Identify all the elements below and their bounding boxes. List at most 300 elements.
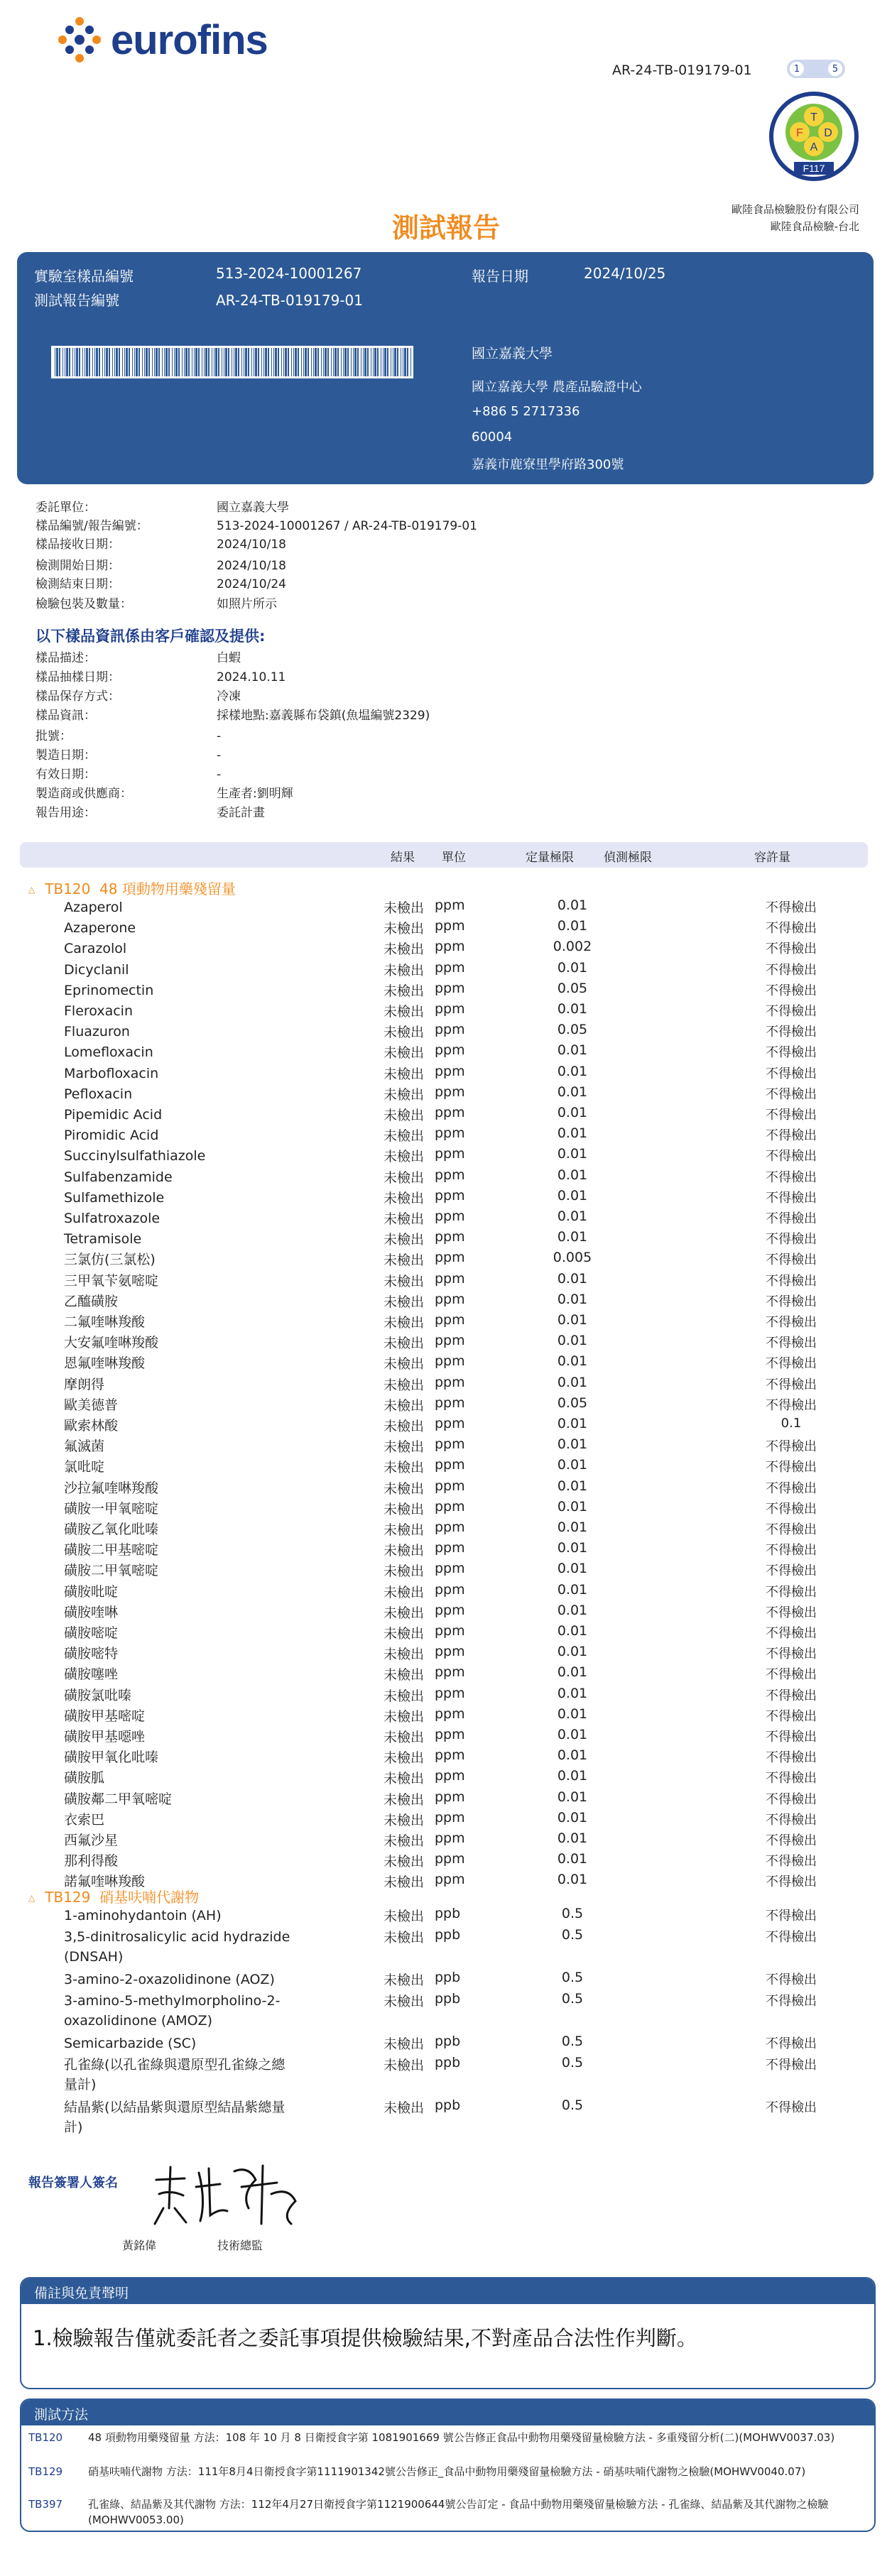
page-total: 5 bbox=[828, 62, 842, 76]
unit-value: ppm bbox=[435, 1001, 465, 1017]
client-name: 國立嘉義大學 bbox=[472, 346, 553, 361]
analyte-name: 諾氟喹啉羧酸 bbox=[64, 1874, 146, 1890]
result-row bbox=[64, 1229, 881, 1250]
loq-value: 0.01 bbox=[557, 1519, 588, 1535]
unit-value: ppm bbox=[435, 1084, 465, 1100]
result-row bbox=[64, 1375, 881, 1395]
unit-value: ppm bbox=[435, 1125, 465, 1142]
analyte-name: 那利得酸 bbox=[64, 1853, 119, 1870]
sample-value: 委託計畫 bbox=[217, 806, 265, 820]
analyte-name: 乙醯磺胺 bbox=[64, 1293, 119, 1309]
method-text: 48 項動物用藥殘留量 方法：108 年 10 月 8 日衛授食字第 1081901669 號公告修正食品中動物用藥殘留量檢驗方法 - 多重殘留分析(二)(MOHWV0037.03) bbox=[88, 2431, 835, 2444]
analyte-name: 磺胺二甲基嘧啶 bbox=[64, 1542, 159, 1559]
result-row bbox=[64, 1927, 881, 1968]
result-value: 未檢出 bbox=[384, 1004, 425, 1020]
result-row bbox=[64, 1064, 881, 1084]
result-value: 未檢出 bbox=[384, 983, 425, 999]
unit-value: ppb bbox=[435, 1970, 461, 1985]
result-value: 未檢出 bbox=[384, 1812, 425, 1828]
loq-value: 0.01 bbox=[557, 1789, 588, 1805]
analyte-name: Azaperone bbox=[64, 920, 136, 937]
analyte-name: Sulfabenzamide bbox=[64, 1169, 173, 1185]
loq-value: 0.01 bbox=[557, 1478, 588, 1494]
loq-value: 0.01 bbox=[557, 1042, 588, 1059]
unit-value: ppm bbox=[435, 980, 465, 996]
loq-value: 0.01 bbox=[557, 918, 588, 934]
unit-value: ppm bbox=[435, 1353, 465, 1370]
tolerance-value: 不得檢出 bbox=[766, 921, 817, 937]
loq-value: 0.01 bbox=[557, 1727, 588, 1742]
result-row bbox=[64, 1906, 881, 1926]
result-row bbox=[64, 939, 881, 959]
tolerance-value: 不得檢出 bbox=[766, 1543, 817, 1559]
warning-triangle-icon: △ bbox=[28, 885, 36, 895]
analyte-name: Tetramisole bbox=[64, 1231, 142, 1248]
unit-value: ppm bbox=[435, 1042, 465, 1059]
eurofins-dots-icon bbox=[55, 16, 104, 64]
loq-value: 0.01 bbox=[557, 1001, 588, 1017]
loq-value: 0.01 bbox=[557, 1353, 588, 1370]
page-indicator bbox=[787, 60, 845, 78]
unit-value: ppm bbox=[435, 1768, 465, 1784]
analyte-name: Semicarbazide (SC) bbox=[64, 2036, 197, 2051]
result-value: 未檢出 bbox=[384, 1460, 425, 1476]
result-row bbox=[64, 1970, 881, 1990]
lab-line1: 歐陸食品檢驗股份有限公司 bbox=[731, 203, 859, 216]
analyte-name: 衣索巴 bbox=[64, 1811, 105, 1828]
tolerance-value: 不得檢出 bbox=[766, 1480, 817, 1496]
loq-value: 0.01 bbox=[557, 1644, 588, 1660]
signer-label: 報告簽署人簽名 bbox=[28, 2176, 118, 2190]
result-row bbox=[64, 1851, 881, 1872]
result-row bbox=[64, 1312, 881, 1333]
col-loq: 定量極限 bbox=[526, 851, 574, 865]
loq-value: 0.5 bbox=[561, 1927, 584, 1943]
loq-value: 0.01 bbox=[557, 1187, 588, 1204]
info-value: 513-2024-10001267 / AR-24-TB-019179-01 bbox=[217, 519, 477, 533]
method-code: TB120 bbox=[28, 2431, 63, 2444]
result-row bbox=[64, 918, 881, 939]
result-row bbox=[64, 1146, 881, 1167]
unit-value: ppm bbox=[435, 1436, 465, 1453]
info-label: 樣品接收日期： bbox=[36, 537, 120, 552]
result-value: 未檢出 bbox=[384, 1294, 425, 1310]
info-value: 2024/10/18 bbox=[217, 559, 286, 573]
result-value: 未檢出 bbox=[384, 1543, 425, 1559]
tolerance-value: 不得檢出 bbox=[766, 1294, 817, 1309]
unit-value: ppm bbox=[435, 1250, 465, 1266]
result-row bbox=[64, 897, 881, 918]
result-row bbox=[64, 1830, 881, 1851]
analyte-name: 三甲氧苄氨嘧啶 bbox=[64, 1272, 159, 1289]
result-row bbox=[64, 1561, 881, 1581]
unit-value: ppm bbox=[435, 1664, 465, 1681]
unit-value: ppm bbox=[435, 1809, 465, 1825]
loq-value: 0.5 bbox=[561, 2034, 584, 2049]
method-code: TB397 bbox=[28, 2498, 63, 2511]
result-value: 未檢出 bbox=[384, 1086, 425, 1103]
result-value: 未檢出 bbox=[384, 2036, 425, 2052]
analyte-name: 摩朗得 bbox=[64, 1376, 105, 1392]
analyte-name: 磺胺甲基嘧啶 bbox=[64, 1708, 146, 1724]
result-value: 未檢出 bbox=[384, 1688, 425, 1704]
loq-value: 0.01 bbox=[557, 1830, 588, 1846]
result-value: 未檢出 bbox=[384, 2100, 425, 2116]
analyte-name: 1-aminohydantoin (AH) bbox=[64, 1908, 222, 1923]
analyte-name: 3-amino-5-methylmorpholino-2-oxazolidinone (AMOZ) bbox=[64, 1993, 281, 2029]
disclaimer-text: 1.檢驗報告僅就委託者之委託事項提供檢驗結果,不對產品合法性作判斷。 bbox=[33, 2326, 697, 2350]
result-row bbox=[64, 981, 881, 1001]
loq-value: 0.01 bbox=[557, 1705, 588, 1722]
analyte-name: 磺胺噻唑 bbox=[64, 1666, 119, 1683]
unit-value: ppm bbox=[435, 1063, 465, 1079]
analyte-name: Sulfamethizole bbox=[64, 1189, 165, 1206]
unit-value: ppm bbox=[435, 1685, 465, 1701]
loq-value: 0.01 bbox=[557, 959, 588, 976]
unit-value: ppm bbox=[435, 1872, 465, 1888]
loq-value: 0.01 bbox=[557, 1416, 588, 1431]
report-no-value: AR-24-TB-019179-01 bbox=[216, 292, 363, 309]
info-value: 2024/10/18 bbox=[217, 537, 286, 552]
result-value: 未檢出 bbox=[384, 1128, 425, 1145]
info-value: 國立嘉義大學 bbox=[217, 501, 289, 515]
loq-value: 0.01 bbox=[557, 1540, 588, 1556]
result-row bbox=[64, 1789, 881, 1810]
report-date-label: 報告日期 bbox=[472, 268, 528, 285]
loq-value: 0.5 bbox=[561, 1970, 584, 1985]
unit-value: ppm bbox=[435, 1229, 465, 1245]
sample-label: 樣品資訊： bbox=[36, 709, 96, 723]
result-value: 未檢出 bbox=[384, 1771, 425, 1787]
analyte-name: 磺胺嘧特 bbox=[64, 1646, 119, 1662]
result-value: 未檢出 bbox=[384, 1149, 425, 1165]
analyte-name: Carazolol bbox=[64, 941, 127, 957]
loq-value: 0.01 bbox=[557, 1851, 588, 1867]
method-text: 硝基呋喃代謝物 方法：111年8月4日衛授食字第1111901342號公告修正_食品中動物用藥殘留量檢驗方法 - 硝基呋喃代謝物之檢驗(MOHWV0040.07) bbox=[88, 2465, 806, 2478]
result-value: 未檢出 bbox=[384, 1336, 425, 1352]
unit-value: ppm bbox=[435, 1457, 465, 1473]
result-value: 未檢出 bbox=[384, 1522, 425, 1538]
loq-value: 0.01 bbox=[557, 1229, 588, 1245]
loq-value: 0.5 bbox=[561, 2097, 584, 2113]
client-provided-title: 以下樣品資訊係由客戶確認及提供: bbox=[36, 628, 266, 645]
unit-value: ppm bbox=[435, 1602, 465, 1618]
tolerance-value: 不得檢出 bbox=[766, 1066, 817, 1081]
sample-label: 樣品描述： bbox=[36, 651, 96, 665]
result-value: 未檢出 bbox=[384, 1791, 425, 1808]
result-row bbox=[64, 1582, 881, 1603]
tolerance-value: 不得檢出 bbox=[766, 1252, 817, 1268]
analyte-name: Fluazuron bbox=[64, 1024, 130, 1040]
disclaimer-panel bbox=[20, 2277, 876, 2389]
result-value: 未檢出 bbox=[384, 1377, 425, 1393]
lab-info bbox=[731, 201, 859, 235]
loq-value: 0.01 bbox=[557, 1685, 588, 1701]
tolerance-value: 不得檢出 bbox=[766, 1605, 817, 1620]
lab-line2: 歐陸食品檢驗-台北 bbox=[770, 220, 859, 233]
result-value: 未檢出 bbox=[384, 1211, 425, 1227]
result-value: 未檢出 bbox=[384, 900, 425, 916]
result-value: 未檢出 bbox=[384, 1667, 425, 1683]
analyte-name: 孔雀綠(以孔雀綠與還原型孔雀綠之總量計) bbox=[64, 2057, 285, 2092]
analyte-name: 磺胺氯吡嗪 bbox=[64, 1687, 132, 1703]
tolerance-value: 不得檢出 bbox=[766, 1273, 817, 1289]
seal-letter-a: A bbox=[810, 141, 818, 153]
loq-value: 0.01 bbox=[557, 1125, 588, 1142]
sample-value: - bbox=[217, 768, 222, 782]
loq-value: 0.01 bbox=[557, 1063, 588, 1079]
tolerance-value: 不得檢出 bbox=[766, 1771, 817, 1786]
loq-value: 0.01 bbox=[557, 1561, 588, 1577]
result-value: 未檢出 bbox=[384, 1232, 425, 1248]
result-row bbox=[64, 1042, 881, 1063]
signer-title: 技術總監 bbox=[217, 2239, 263, 2252]
unit-value: ppm bbox=[435, 897, 465, 913]
page-title: 測試報告 bbox=[391, 212, 500, 244]
results-table-header bbox=[20, 842, 868, 868]
tolerance-value: 不得檢出 bbox=[766, 1833, 817, 1848]
signer-name: 黃銘偉 bbox=[122, 2239, 157, 2252]
sample-label: 報告用途： bbox=[36, 806, 96, 820]
analyte-name: 磺胺二甲氧嘧啶 bbox=[64, 1563, 159, 1579]
tolerance-value: 不得檢出 bbox=[766, 1647, 817, 1662]
analyte-name: 恩氟喹啉羧酸 bbox=[64, 1355, 146, 1372]
lab-sample-label: 實驗室樣品編號 bbox=[34, 268, 134, 285]
unit-value: ppm bbox=[435, 1519, 465, 1535]
lab-sample-value: 513-2024-10001267 bbox=[216, 265, 362, 282]
methods-title: 測試方法 bbox=[21, 2400, 874, 2425]
unit-value: ppm bbox=[435, 1705, 465, 1722]
result-row bbox=[64, 1457, 881, 1478]
result-value: 未檢出 bbox=[384, 1315, 425, 1331]
result-value: 未檢出 bbox=[384, 1190, 425, 1206]
unit-value: ppm bbox=[435, 1146, 465, 1162]
result-row bbox=[64, 1727, 881, 1747]
analyte-name: 磺胺甲氧化吡嗪 bbox=[64, 1750, 159, 1766]
unit-value: ppm bbox=[435, 1478, 465, 1494]
top-report-number: AR-24-TB-019179-01 bbox=[612, 62, 752, 78]
result-value: 未檢出 bbox=[384, 1025, 425, 1041]
tolerance-value: 不得檢出 bbox=[766, 1045, 817, 1061]
category-name: 48 項動物用藥殘留量 bbox=[99, 880, 236, 897]
tolerance-value: 不得檢出 bbox=[766, 942, 817, 957]
tolerance-value: 不得檢出 bbox=[766, 1750, 817, 1766]
signature-image bbox=[149, 2159, 305, 2230]
barcode bbox=[51, 346, 413, 378]
report-date-value: 2024/10/25 bbox=[584, 265, 666, 282]
analyte-name: Dicyclanil bbox=[64, 961, 129, 978]
unit-value: ppm bbox=[435, 1291, 465, 1307]
sample-value: 冷凍 bbox=[217, 689, 241, 704]
analyte-name: 磺胺一甲氧嘧啶 bbox=[64, 1500, 159, 1517]
result-row bbox=[64, 2055, 881, 2096]
unit-value: ppb bbox=[435, 1906, 461, 1921]
result-value: 未檢出 bbox=[384, 1439, 425, 1456]
result-value: 未檢出 bbox=[384, 1854, 425, 1870]
unit-value: ppb bbox=[435, 1927, 461, 1943]
tolerance-value: 不得檢出 bbox=[766, 1501, 817, 1517]
unit-value: ppm bbox=[435, 1623, 465, 1639]
tolerance-value: 不得檢出 bbox=[766, 1812, 817, 1828]
tolerance-value: 不得檢出 bbox=[766, 1190, 817, 1206]
analyte-name: 磺胺吡啶 bbox=[64, 1583, 119, 1600]
result-value: 未檢出 bbox=[384, 1994, 425, 2009]
analyte-name: 西氟沙星 bbox=[64, 1833, 119, 1848]
sample-label: 製造日期： bbox=[36, 748, 96, 763]
tolerance-value: 不得檢出 bbox=[766, 2100, 817, 2115]
result-value: 未檢出 bbox=[384, 1480, 425, 1497]
info-label: 委託單位： bbox=[36, 501, 96, 515]
tolerance-value: 不得檢出 bbox=[766, 983, 817, 998]
sample-value: - bbox=[217, 729, 222, 743]
unit-value: ppm bbox=[435, 1416, 465, 1431]
unit-value: ppb bbox=[435, 2034, 461, 2049]
sample-value: 2024.10.11 bbox=[217, 670, 286, 684]
result-row bbox=[64, 1436, 881, 1457]
seal-letter-d: D bbox=[824, 127, 832, 139]
result-value: 未檢出 bbox=[384, 1730, 425, 1745]
col-unit: 單位 bbox=[442, 851, 466, 865]
unit-value: ppb bbox=[435, 2097, 461, 2113]
loq-value: 0.01 bbox=[557, 1436, 588, 1453]
analyte-name: 3,5-dinitrosalicylic acid hydrazide (DNSAH) bbox=[64, 1929, 290, 1965]
analyte-name: Lomefloxacin bbox=[64, 1044, 153, 1061]
result-row bbox=[64, 1644, 881, 1664]
disclaimer-title: 備註與免責聲明 bbox=[21, 2278, 874, 2304]
analyte-name: Fleroxacin bbox=[64, 1003, 133, 1019]
report-no-label: 測試報告編號 bbox=[34, 292, 119, 309]
unit-value: ppm bbox=[435, 959, 465, 976]
tolerance-value: 不得檢出 bbox=[766, 1439, 817, 1455]
result-value: 未檢出 bbox=[384, 921, 425, 937]
loq-value: 0.01 bbox=[557, 1768, 588, 1784]
analyte-name: Succinylsulfathiazole bbox=[64, 1148, 206, 1164]
unit-value: ppm bbox=[435, 1105, 465, 1120]
analyte-name: Piromidic Acid bbox=[64, 1128, 159, 1144]
tolerance-value: 不得檢出 bbox=[766, 1994, 817, 2009]
result-value: 未檢出 bbox=[384, 962, 425, 978]
analyte-name: 氟滅菌 bbox=[64, 1439, 105, 1455]
analyte-name: 磺胺胍 bbox=[64, 1770, 105, 1786]
unit-value: ppb bbox=[435, 1991, 461, 2007]
result-value: 未檢出 bbox=[384, 1252, 425, 1269]
unit-value: ppm bbox=[435, 1540, 465, 1556]
result-value: 未檢出 bbox=[384, 1833, 425, 1849]
col-tolerance: 容許量 bbox=[754, 851, 790, 865]
analyte-name: 大安氟喹啉羧酸 bbox=[64, 1335, 159, 1351]
analyte-name: 磺胺甲基噁唑 bbox=[64, 1729, 146, 1745]
col-mdl: 偵測極限 bbox=[604, 851, 652, 865]
tolerance-value: 不得檢出 bbox=[766, 1169, 817, 1185]
warning-triangle-icon: △ bbox=[28, 1893, 36, 1903]
loq-value: 0.01 bbox=[557, 1747, 588, 1764]
unit-value: ppm bbox=[435, 1167, 465, 1183]
analyte-name: 磺胺乙氧化吡嗪 bbox=[64, 1522, 159, 1537]
result-value: 未檢出 bbox=[384, 1708, 425, 1725]
tolerance-value: 不得檢出 bbox=[766, 1730, 817, 1745]
tolerance-value: 不得檢出 bbox=[766, 1972, 817, 1987]
result-row bbox=[64, 1353, 881, 1374]
sample-label: 有效日期： bbox=[36, 768, 96, 782]
result-value: 未檢出 bbox=[384, 1874, 425, 1891]
loq-value: 0.05 bbox=[557, 1395, 588, 1411]
loq-value: 0.01 bbox=[557, 897, 588, 913]
loq-value: 0.01 bbox=[557, 1333, 588, 1349]
tolerance-value: 不得檢出 bbox=[766, 1708, 817, 1724]
result-row bbox=[64, 2097, 881, 2139]
result-value: 未檢出 bbox=[384, 1169, 425, 1186]
analyte-name: 氯吡啶 bbox=[64, 1459, 105, 1475]
info-label: 檢驗包裝及數量： bbox=[36, 597, 132, 611]
loq-value: 0.01 bbox=[557, 1270, 588, 1287]
seal-letter-t: T bbox=[810, 111, 817, 124]
tolerance-value: 不得檢出 bbox=[766, 1460, 817, 1475]
result-row bbox=[64, 1810, 881, 1830]
analyte-name: Azaperol bbox=[64, 900, 123, 915]
unit-value: ppm bbox=[435, 1644, 465, 1660]
loq-value: 0.05 bbox=[557, 980, 588, 996]
analyte-name: Pefloxacin bbox=[64, 1086, 133, 1102]
analyte-name: 磺胺嘧啶 bbox=[64, 1625, 119, 1641]
tolerance-value: 不得檢出 bbox=[766, 1930, 817, 1945]
unit-value: ppm bbox=[435, 939, 465, 955]
result-row bbox=[64, 1499, 881, 1519]
accreditation-seal-icon bbox=[768, 91, 859, 182]
tolerance-value: 不得檢出 bbox=[766, 1232, 817, 1248]
tolerance-value: 不得檢出 bbox=[766, 1025, 817, 1040]
result-value: 未檢出 bbox=[384, 1356, 425, 1372]
analyte-name: 結晶紫(以結晶紫與還原型結晶紫總量計) bbox=[64, 2100, 285, 2135]
tolerance-value: 不得檢出 bbox=[766, 1522, 817, 1537]
unit-value: ppm bbox=[435, 1789, 465, 1805]
info-label: 樣品編號/報告編號： bbox=[36, 519, 148, 533]
tolerance-value: 不得檢出 bbox=[766, 1149, 817, 1164]
header-panel bbox=[17, 252, 874, 484]
unit-value: ppm bbox=[435, 918, 465, 934]
tolerance-value: 不得檢出 bbox=[766, 2058, 817, 2073]
result-value: 未檢出 bbox=[384, 1419, 425, 1434]
result-value: 未檢出 bbox=[384, 1066, 425, 1082]
unit-value: ppm bbox=[435, 1395, 465, 1411]
result-row bbox=[64, 1001, 881, 1022]
info-value: 2024/10/24 bbox=[217, 577, 286, 591]
result-row bbox=[64, 1125, 881, 1146]
tolerance-value: 不得檢出 bbox=[766, 1004, 817, 1019]
tolerance-value: 不得檢出 bbox=[766, 1874, 817, 1890]
info-value: 如照片所示 bbox=[217, 597, 277, 611]
tolerance-value: 不得檢出 bbox=[766, 962, 817, 978]
category-name: 硝基呋喃代謝物 bbox=[99, 1889, 200, 1906]
tolerance-value: 不得檢出 bbox=[766, 1086, 817, 1102]
sample-value: 白蝦 bbox=[217, 651, 241, 665]
sample-label: 樣品抽樣日期： bbox=[36, 670, 120, 684]
loq-value: 0.005 bbox=[553, 1250, 592, 1266]
sample-label: 批號： bbox=[36, 729, 72, 743]
client-zip: 60004 bbox=[472, 430, 513, 444]
sample-value: 生產者:劉明輝 bbox=[217, 787, 293, 801]
result-value: 未檢出 bbox=[384, 2058, 425, 2073]
loq-value: 0.05 bbox=[557, 1022, 588, 1038]
result-row bbox=[64, 1991, 881, 2032]
tolerance-value: 不得檢出 bbox=[766, 900, 817, 915]
client-dept: 國立嘉義大學 農產品驗證中心 bbox=[472, 380, 642, 395]
tolerance-value: 0.1 bbox=[780, 1416, 802, 1431]
loq-value: 0.01 bbox=[557, 1167, 588, 1183]
unit-value: ppm bbox=[435, 1727, 465, 1742]
loq-value: 0.01 bbox=[557, 1291, 588, 1307]
brand-name: eurofins bbox=[111, 16, 268, 63]
unit-value: ppm bbox=[435, 1208, 465, 1224]
